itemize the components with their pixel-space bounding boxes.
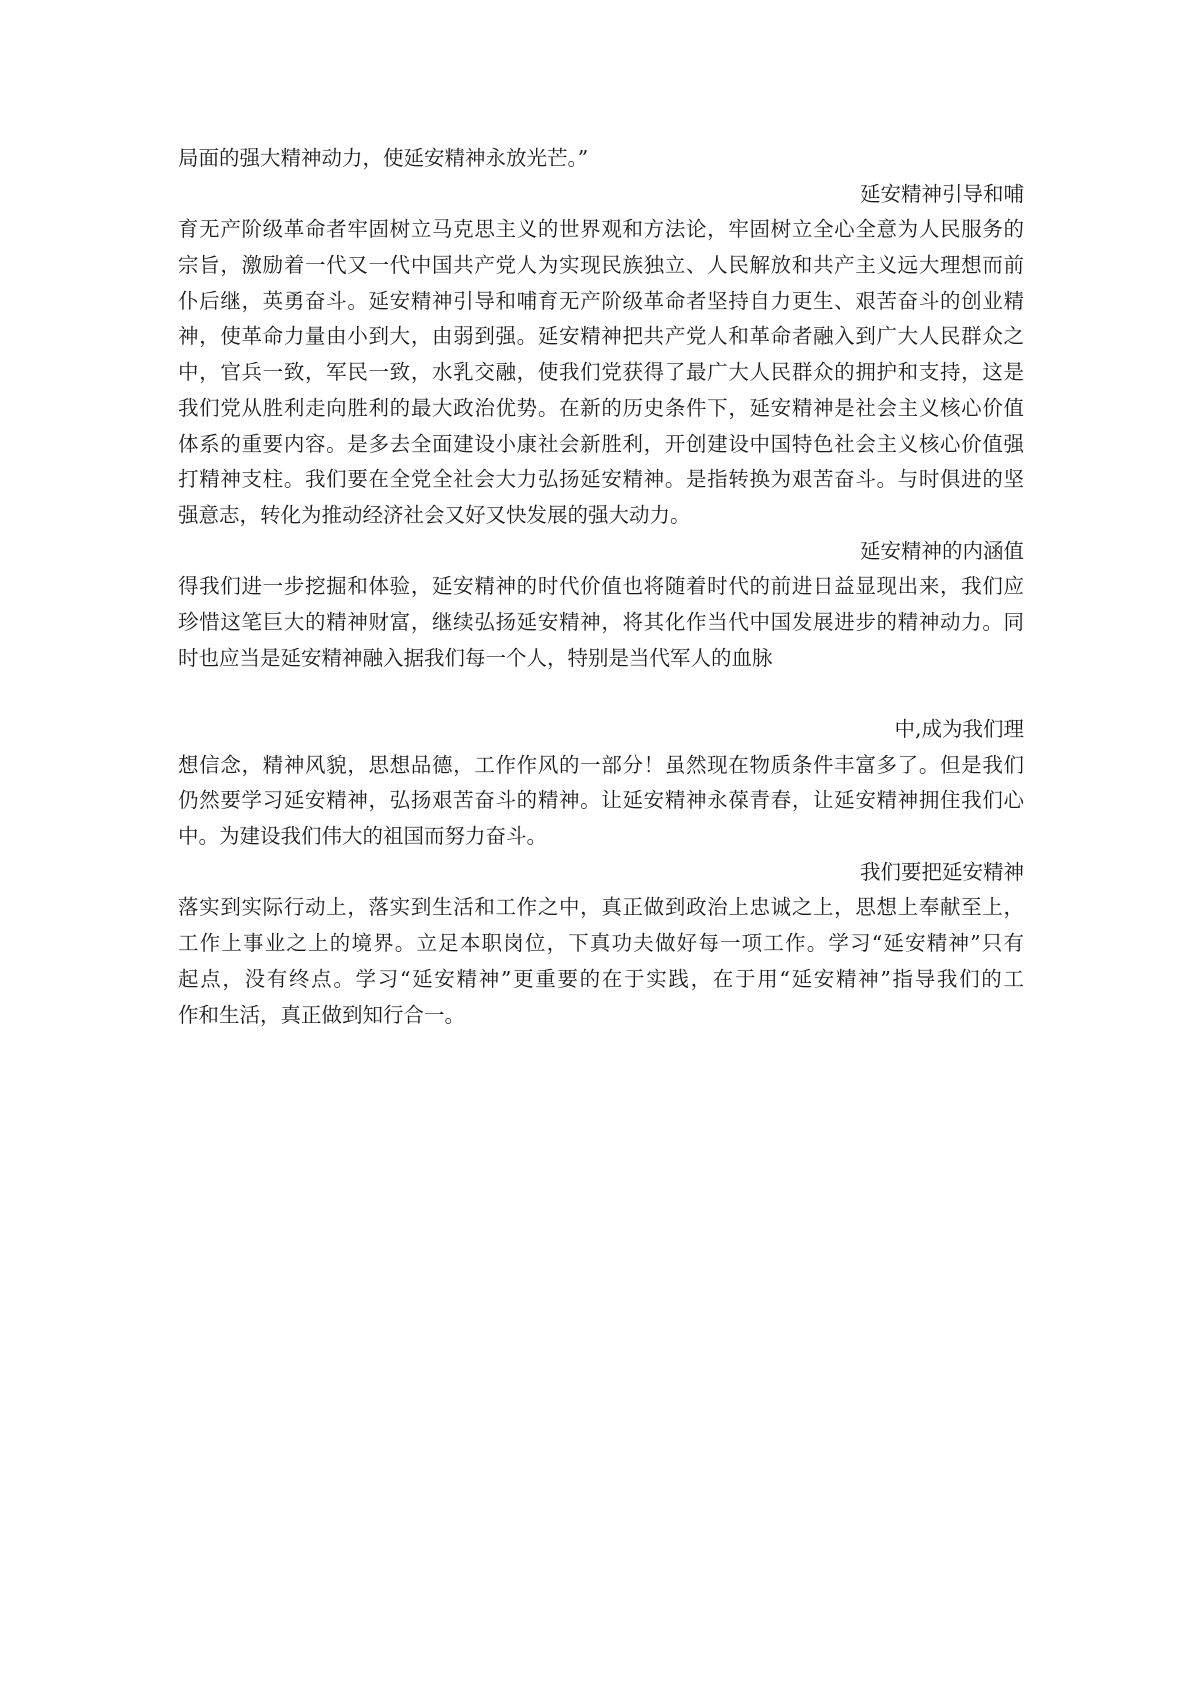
document-page (178, 141, 1024, 1033)
text-line: 强意志，转化为推动经济社会又好又快发展的强大动力。 (178, 502, 691, 527)
text-line: 仆后继，英勇奋斗。延安精神引导和哺育无产阶级革命者坚持自力更生、艰苦奋斗的创业精 (178, 288, 1024, 313)
text-line: 时也应当是延安精神融入据我们每一个人，特别是当代军人的血脉 (178, 645, 773, 670)
text-line: 仍然要学习延安精神，弘扬艰苦奋斗的精神。让延安精神永葆青春，让延安精神拥住我们心 (178, 788, 1024, 813)
text-line: 落实到实际行动上，落实到生活和工作之中，真正做到政治上忠诚之上，思想上奉献至上， (178, 895, 1024, 920)
text-line: 珍惜这笔巨大的精神财富，继续弘扬延安精神，将其化作当代中国发展进步的精神动力。同 (178, 609, 1024, 634)
text-line: 工作上事业之上的境界。立足本职岗位，下真功夫做好每一项工作。学习“延安精神”只有 (178, 931, 1024, 956)
text-line: 中，官兵一致，军民一致，水乳交融，使我们党获得了最广大人民群众的拥护和支持，这是 (178, 360, 1024, 385)
paragraph-heading: 我们要把延安精神 (860, 859, 1024, 884)
paragraph-heading: 中,成为我们理 (894, 717, 1024, 741)
text-line: 体系的重要内容。是多去全面建设小康社会新胜利，开创建设中国特色社会主义核心价值强 (178, 431, 1024, 456)
blank-line (178, 676, 1024, 712)
text-line: 作和生活，真正做到知行合一。 (178, 1002, 465, 1027)
paragraph-heading: 延安精神的内涵值 (860, 538, 1024, 563)
text-line: 局面的强大精神动力，使延安精神永放光芒。” (178, 146, 589, 170)
text-line: 起点，没有终点。学习“延安精神”更重要的在于实践，在于用“延安精神”指导我们的工 (178, 966, 1024, 991)
text-line: 得我们进一步挖掘和体验，延安精神的时代价值也将随着时代的前进日益显现出来，我们应 (178, 574, 1024, 599)
text-line: 打精神支柱。我们要在全党全社会大力弘扬延安精神。是指转换为艰苦奋斗。与时俱进的坚 (178, 467, 1024, 492)
text-line: 我们党从胜利走向胜利的最大政治优势。在新的历史条件下，延安精神是社会主义核心价值 (178, 395, 1024, 420)
paragraph-heading: 延安精神引导和哺 (860, 181, 1024, 206)
text-line: 育无产阶级革命者牢固树立马克思主义的世界观和方法论，牢固树立全心全意为人民服务的 (178, 217, 1024, 242)
text-line: 中。为建设我们伟大的祖国而努力奋斗。 (178, 824, 547, 849)
text-line: 想信念，精神风貌，思想品德，工作作风的一部分！虽然现在物质条件丰富多了。但是我们 (178, 752, 1024, 777)
text-line: 神，使革命力量由小到大，由弱到强。延安精神把共产党人和革命者融入到广大人民群众之 (178, 324, 1024, 349)
text-line: 宗旨，激励着一代又一代中国共产党人为实现民族独立、人民解放和共产主义远大理想而前 (178, 253, 1024, 278)
